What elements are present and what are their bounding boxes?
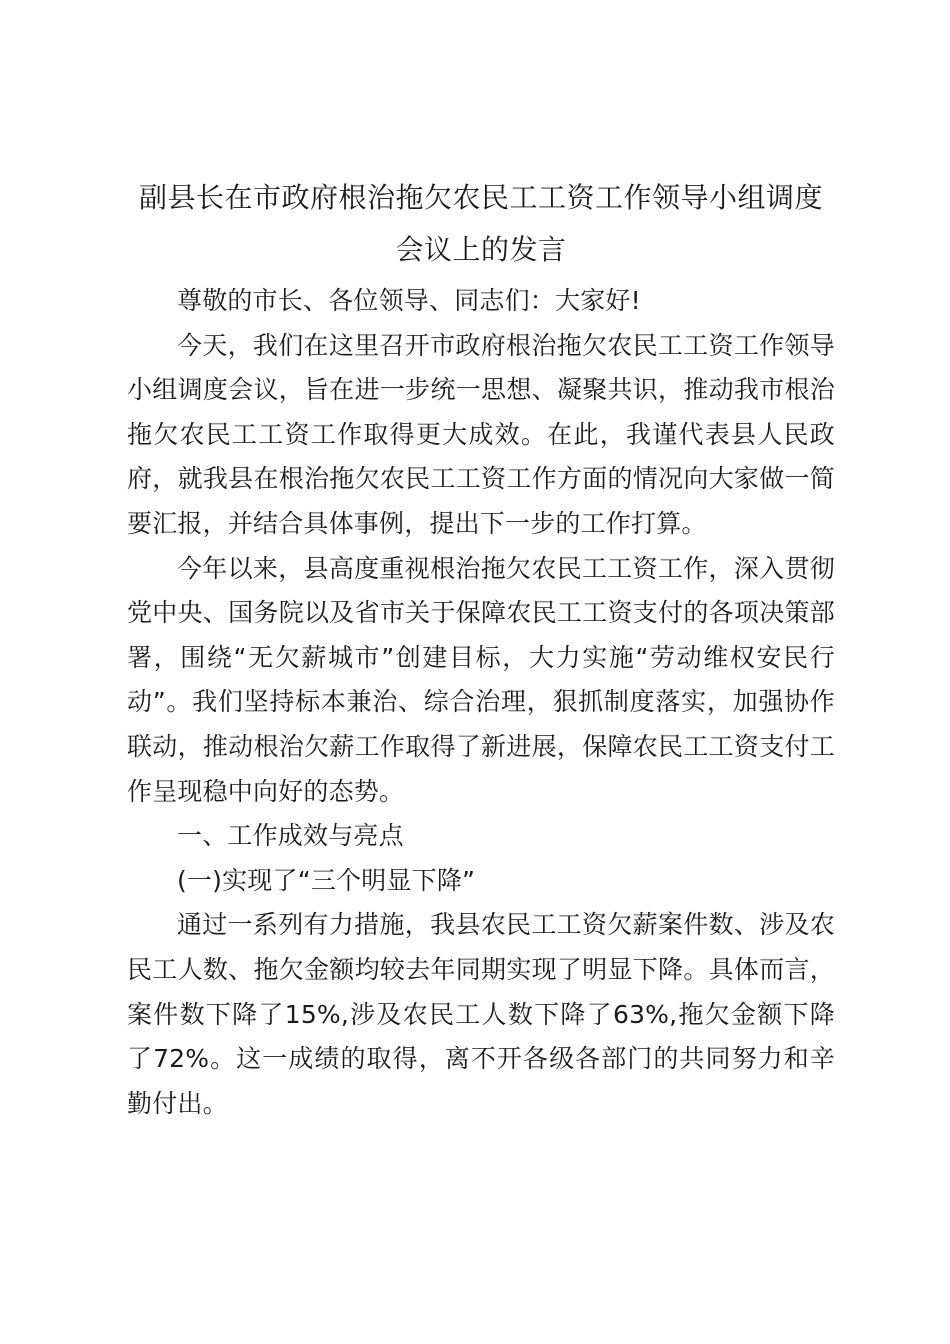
paragraph-overview: 今年以来，县高度重视根治拖欠农民工工资工作，深入贯彻党中央、国务院以及省市关于保障农民工工资支付的各项决策部署，围绕“无欠薪城市”创建目标，大力实施“劳动维权安民行动”。我们坚持标本兼治、综合治理，狠抓制度落实，加强协作联动，推动根治欠薪工作取得了新进展，保障农民工工资支付工作呈现稳中向好的态势。 bbox=[127, 553, 835, 806]
paragraph-greeting: 尊敬的市长、各位领导、同志们：大家好! bbox=[177, 286, 641, 315]
document-body bbox=[127, 172, 835, 1126]
paragraph-results: 通过一系列有力措施，我县农民工工资欠薪案件数、涉及农民工人数、拖欠金额均较去年同期实现了明显下降。具体而言，案件数下降了15%,涉及农民工人数下降了63%,拖欠金额下降了72%。这一成绩的取得，离不开各级各部门的共同努力和辛勤付出。 bbox=[127, 910, 835, 1118]
document-title: 副县长在市政府根治拖欠农民工工资工作领导小组调度会议上的发言 bbox=[138, 181, 823, 266]
subsection-heading: (一)实现了“三个明显下降” bbox=[177, 865, 476, 895]
section-heading: 一、工作成效与亮点 bbox=[177, 821, 404, 851]
paragraph-opening: 今天，我们在这里召开市政府根治拖欠农民工工资工作领导小组调度会议，旨在进一步统一思想、凝聚共识，推动我市根治拖欠农民工工资工作取得更大成效。在此，我谨代表县人民政府，就我县在根治拖欠农民工工资工作方面的情况向大家做一简要汇报，并结合具体事例，提出下一步的工作打算。 bbox=[127, 330, 835, 538]
